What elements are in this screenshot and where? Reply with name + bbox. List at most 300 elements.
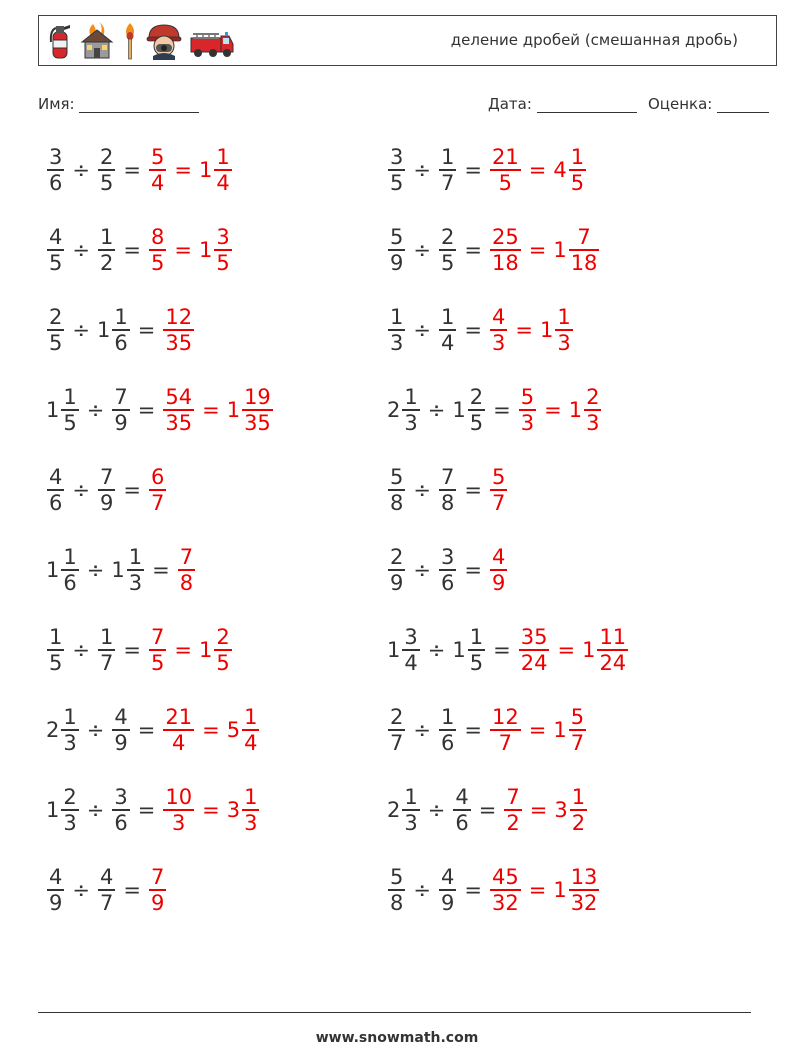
fraction [453, 785, 470, 835]
equals-sign: = [493, 398, 511, 422]
whole-number: 1 [46, 798, 60, 822]
denominator: 3 [491, 330, 506, 355]
fraction [47, 465, 64, 515]
equals-sign: = [528, 878, 547, 902]
whole-number: 5 [226, 718, 241, 742]
fraction [584, 385, 601, 435]
equals-sign: = [464, 878, 482, 902]
dividend [387, 545, 406, 595]
denominator: 4 [172, 730, 186, 755]
denominator: 3 [586, 410, 600, 435]
equals-sign: = [464, 238, 482, 262]
denominator: 6 [440, 730, 455, 755]
divisor [97, 625, 116, 675]
divide-sign: ÷ [86, 398, 105, 422]
dividend [387, 145, 406, 195]
equals-sign: = [464, 318, 482, 342]
denominator: 35 [244, 410, 271, 435]
fraction [402, 625, 419, 675]
date-field [488, 95, 637, 113]
divisor [438, 225, 457, 275]
denominator: 7 [570, 730, 585, 755]
fraction [570, 785, 587, 835]
denominator: 8 [390, 890, 404, 915]
numerator: 7 [179, 545, 194, 570]
equals-sign: = [123, 638, 141, 662]
numerator: 1 [114, 305, 128, 330]
denominator: 9 [440, 890, 455, 915]
denominator: 3 [557, 330, 571, 355]
divisor [452, 785, 471, 835]
whole-number: 1 [198, 238, 213, 262]
numerator: 1 [99, 625, 114, 650]
fraction [388, 865, 405, 915]
dividend [46, 305, 65, 355]
numerator: 1 [63, 705, 77, 730]
answer-fraction [489, 305, 508, 355]
fraction [597, 625, 628, 675]
fraction [388, 705, 405, 755]
divide-sign: ÷ [427, 638, 446, 662]
problem-item [46, 858, 167, 922]
denominator: 5 [570, 170, 585, 195]
problem-item [46, 698, 260, 762]
equals-sign: = [464, 558, 482, 582]
numerator: 1 [440, 705, 455, 730]
whole-number: 1 [46, 558, 60, 582]
dividend [387, 625, 421, 675]
divide-sign: ÷ [413, 478, 431, 502]
dividend [387, 225, 406, 275]
numerator: 4 [49, 225, 63, 250]
numerator: 6 [150, 465, 165, 490]
numerator: 1 [404, 385, 418, 410]
numerator: 2 [49, 305, 63, 330]
dividend [387, 785, 421, 835]
dividend [387, 705, 406, 755]
whole-number: 2 [387, 798, 401, 822]
numerator: 2 [390, 705, 404, 730]
problem-item [387, 298, 574, 362]
problem-item [46, 298, 195, 362]
fraction [61, 545, 78, 595]
fraction [163, 385, 194, 435]
equals-sign: = [478, 798, 497, 822]
numerator: 4 [49, 465, 63, 490]
numerator: 1 [63, 385, 77, 410]
fraction [490, 305, 507, 355]
denominator: 35 [165, 330, 193, 355]
fraction [214, 225, 231, 275]
denominator: 9 [150, 890, 165, 915]
divisor [438, 465, 457, 515]
fraction [490, 545, 507, 595]
denominator: 6 [114, 810, 128, 835]
dividend [46, 545, 80, 595]
equals-sign: = [123, 158, 141, 182]
dividend [46, 785, 80, 835]
divide-sign: ÷ [413, 318, 431, 342]
denominator: 7 [99, 650, 114, 675]
fraction [388, 545, 405, 595]
problem-item [46, 218, 233, 282]
fraction [468, 625, 485, 675]
grade-blank [717, 97, 769, 113]
fraction [214, 625, 231, 675]
divide-sign: ÷ [413, 558, 431, 582]
equals-sign: = [202, 718, 220, 742]
fraction [47, 145, 64, 195]
problem-item [387, 698, 587, 762]
answer-mixed [199, 625, 233, 675]
answer-fraction [162, 385, 195, 435]
fraction [242, 705, 259, 755]
fraction [439, 305, 456, 355]
numerator: 2 [586, 385, 600, 410]
divisor [111, 385, 130, 435]
fraction [439, 705, 456, 755]
fraction [112, 705, 129, 755]
numerator: 13 [570, 865, 598, 890]
denominator: 2 [506, 810, 520, 835]
fraction [163, 705, 194, 755]
problem-item [46, 778, 260, 842]
equals-sign: = [174, 638, 192, 662]
equals-sign: = [202, 398, 220, 422]
denominator: 7 [150, 490, 165, 515]
answer-mixed [582, 625, 629, 675]
numerator: 1 [128, 545, 143, 570]
answer-fraction [148, 465, 167, 515]
denominator: 3 [128, 570, 143, 595]
answer-mixed [227, 785, 261, 835]
fraction [490, 225, 521, 275]
answer-fraction [489, 705, 522, 755]
answer-mixed [540, 305, 574, 355]
numerator: 4 [440, 865, 455, 890]
equals-sign: = [202, 798, 220, 822]
fraction [98, 145, 115, 195]
answer-mixed [554, 785, 588, 835]
dividend [46, 865, 65, 915]
numerator: 1 [390, 305, 404, 330]
divide-sign: ÷ [72, 158, 90, 182]
divisor [438, 865, 457, 915]
denominator: 9 [390, 570, 404, 595]
numerator: 35 [520, 625, 548, 650]
fraction [439, 465, 456, 515]
equals-sign: = [123, 238, 141, 262]
denominator: 9 [390, 250, 404, 275]
whole-number: 2 [46, 718, 60, 742]
numerator: 1 [557, 305, 571, 330]
fraction [439, 145, 456, 195]
denominator: 5 [440, 250, 455, 275]
fraction [163, 305, 194, 355]
denominator: 5 [469, 650, 484, 675]
fraction [519, 625, 550, 675]
fraction [47, 305, 64, 355]
fraction [569, 145, 586, 195]
answer-mixed [199, 145, 233, 195]
fraction [149, 465, 166, 515]
divisor [97, 305, 131, 355]
denominator: 6 [455, 810, 469, 835]
denominator: 5 [49, 250, 63, 275]
fraction [490, 145, 521, 195]
worksheet-title: деление дробей (смешанная дробь) [450, 31, 738, 49]
denominator: 9 [491, 570, 506, 595]
fraction [490, 865, 521, 915]
problem-item [46, 538, 196, 602]
whole-number: 1 [452, 398, 466, 422]
answer-fraction [518, 385, 537, 435]
problem-item [387, 778, 588, 842]
numerator: 21 [491, 145, 519, 170]
denominator: 4 [216, 170, 230, 195]
denominator: 2 [571, 810, 586, 835]
numerator: 1 [440, 145, 455, 170]
denominator: 8 [390, 490, 404, 515]
denominator: 7 [498, 730, 513, 755]
equals-sign: = [137, 718, 156, 742]
dividend [387, 865, 406, 915]
denominator: 6 [114, 330, 128, 355]
fraction [61, 705, 78, 755]
numerator: 1 [49, 625, 63, 650]
divisor [97, 865, 116, 915]
denominator: 3 [404, 410, 418, 435]
numerator: 1 [469, 625, 484, 650]
answer-fraction [162, 705, 195, 755]
problem-item [46, 618, 233, 682]
fraction [490, 465, 507, 515]
denominator: 3 [63, 730, 77, 755]
answer-mixed [553, 145, 587, 195]
fraction [163, 785, 194, 835]
header-icons [47, 21, 235, 61]
denominator: 5 [216, 250, 230, 275]
numerator: 2 [440, 225, 455, 250]
whole-number: 3 [226, 798, 241, 822]
fraction [439, 865, 456, 915]
date-blank [537, 97, 637, 113]
fraction [112, 305, 129, 355]
divisor [111, 545, 145, 595]
whole-number: 1 [553, 878, 567, 902]
denominator: 9 [99, 490, 114, 515]
problem-item [387, 538, 508, 602]
problem-item [387, 138, 587, 202]
divide-sign: ÷ [413, 238, 431, 262]
fraction [61, 785, 78, 835]
equals-sign: = [123, 878, 141, 902]
fraction [98, 225, 115, 275]
footer-divider [38, 1012, 751, 1013]
fraction [127, 545, 144, 595]
dividend [46, 145, 65, 195]
problem-item [387, 618, 629, 682]
denominator: 7 [99, 890, 114, 915]
equals-sign: = [544, 398, 562, 422]
fraction [388, 305, 405, 355]
burning-house-icon [79, 22, 115, 60]
numerator: 1 [63, 545, 77, 570]
denominator: 4 [150, 170, 165, 195]
match-icon [121, 22, 139, 60]
numerator: 1 [244, 785, 258, 810]
answer-mixed [569, 385, 603, 435]
numerator: 1 [99, 225, 114, 250]
numerator: 2 [216, 625, 230, 650]
denominator: 9 [49, 890, 63, 915]
answer-fraction [489, 465, 508, 515]
whole-number: 1 [111, 558, 125, 582]
whole-number: 1 [96, 318, 111, 342]
problem-item [46, 378, 274, 442]
answer-fraction [148, 865, 167, 915]
denominator: 35 [165, 410, 193, 435]
numerator: 7 [114, 385, 128, 410]
divide-sign: ÷ [72, 238, 90, 262]
denominator: 2 [99, 250, 114, 275]
numerator: 4 [99, 865, 114, 890]
answer-fraction [503, 785, 522, 835]
denominator: 5 [150, 250, 165, 275]
denominator: 4 [244, 730, 258, 755]
numerator: 5 [390, 465, 404, 490]
divisor [97, 145, 116, 195]
numerator: 10 [165, 785, 193, 810]
grade-field [648, 95, 769, 113]
equals-sign: = [174, 238, 192, 262]
whole-number: 1 [553, 718, 567, 742]
whole-number: 1 [553, 238, 567, 262]
whole-number: 1 [198, 638, 213, 662]
answer-fraction [177, 545, 196, 595]
numerator: 8 [150, 225, 165, 250]
equals-sign: = [464, 718, 482, 742]
divide-sign: ÷ [86, 718, 105, 742]
problem-item [46, 138, 233, 202]
dividend [387, 305, 406, 355]
divisor [452, 625, 486, 675]
whole-number: 1 [582, 638, 596, 662]
whole-number: 1 [452, 638, 466, 662]
divide-sign: ÷ [86, 798, 105, 822]
fraction [388, 145, 405, 195]
denominator: 24 [599, 650, 627, 675]
numerator: 54 [165, 385, 193, 410]
denominator: 4 [404, 650, 418, 675]
denominator: 5 [63, 410, 77, 435]
numerator: 5 [390, 865, 404, 890]
name-blank [79, 97, 199, 113]
fraction [439, 545, 456, 595]
date-label: Дата: [488, 95, 532, 113]
denominator: 7 [440, 170, 455, 195]
fraction [402, 785, 419, 835]
numerator: 4 [491, 545, 506, 570]
numerator: 3 [440, 545, 455, 570]
equals-sign: = [464, 158, 482, 182]
whole-number: 1 [226, 398, 241, 422]
denominator: 3 [172, 810, 186, 835]
name-label: Имя: [38, 95, 75, 113]
numerator: 3 [390, 145, 404, 170]
divisor [438, 145, 457, 195]
divide-sign: ÷ [72, 638, 90, 662]
fire-extinguisher-icon [47, 22, 73, 60]
numerator: 12 [491, 705, 519, 730]
numerator: 7 [150, 865, 165, 890]
numerator: 5 [570, 705, 585, 730]
fraction [468, 385, 485, 435]
fraction [214, 145, 231, 195]
numerator: 1 [216, 145, 230, 170]
fraction [98, 465, 115, 515]
denominator: 8 [179, 570, 194, 595]
fraction [388, 465, 405, 515]
numerator: 2 [63, 785, 77, 810]
numerator: 7 [577, 225, 591, 250]
fraction [98, 625, 115, 675]
numerator: 45 [491, 865, 519, 890]
fraction [242, 785, 259, 835]
divide-sign: ÷ [427, 398, 446, 422]
answer-mixed [199, 225, 233, 275]
numerator: 2 [99, 145, 114, 170]
answer-mixed [227, 705, 261, 755]
denominator: 7 [390, 730, 404, 755]
fraction [178, 545, 195, 595]
denominator: 6 [49, 490, 63, 515]
denominator: 9 [114, 730, 128, 755]
fraction [504, 785, 521, 835]
equals-sign: = [515, 318, 533, 342]
divisor [438, 705, 457, 755]
numerator: 4 [491, 305, 506, 330]
divide-sign: ÷ [413, 878, 431, 902]
whole-number: 4 [553, 158, 567, 182]
denominator: 3 [63, 810, 77, 835]
divisor [438, 545, 457, 595]
equals-sign: = [557, 638, 576, 662]
fraction [490, 705, 521, 755]
divisor [452, 385, 486, 435]
divide-sign: ÷ [413, 718, 431, 742]
numerator: 4 [455, 785, 469, 810]
whole-number: 1 [568, 398, 583, 422]
fraction [242, 385, 273, 435]
divide-sign: ÷ [413, 158, 431, 182]
answer-mixed [553, 705, 587, 755]
whole-number: 1 [387, 638, 401, 662]
numerator: 25 [491, 225, 519, 250]
divisor [111, 705, 130, 755]
problem-item [387, 858, 600, 922]
denominator: 5 [49, 330, 63, 355]
numerator: 3 [114, 785, 128, 810]
equals-sign: = [528, 718, 547, 742]
problem-item [46, 458, 167, 522]
answer-fraction [162, 305, 195, 355]
numerator: 1 [244, 705, 258, 730]
fraction [61, 385, 78, 435]
numerator: 5 [491, 465, 506, 490]
numerator: 4 [114, 705, 128, 730]
equals-sign: = [528, 158, 547, 182]
